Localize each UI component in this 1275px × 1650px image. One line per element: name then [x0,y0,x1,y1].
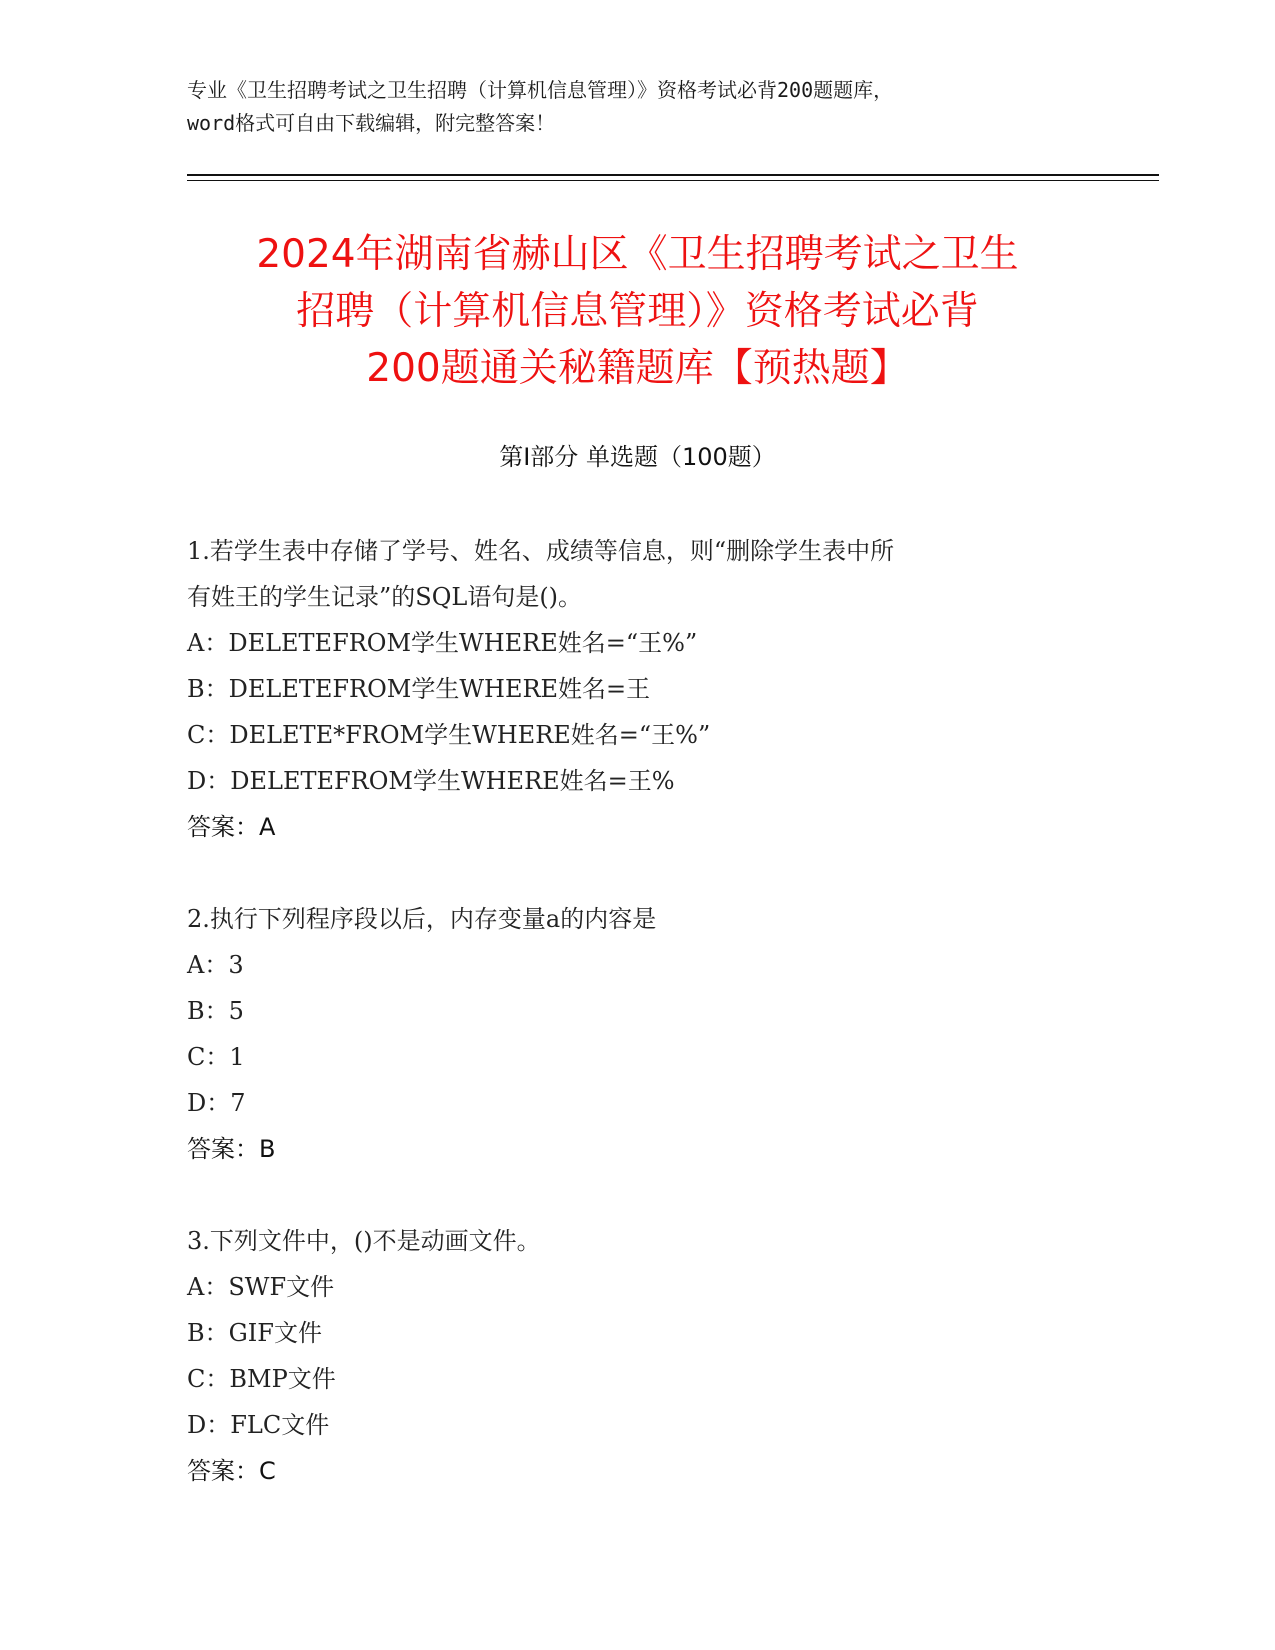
section-heading: 第Ⅰ部分 单选题（100题） [499,443,776,471]
option-c: C：1 [187,1043,245,1071]
document-title [150,226,1125,397]
option-d: D：DELETEFROM学生WHERE姓名=王% [187,767,675,795]
option-c: C：BMP文件 [187,1365,336,1393]
question-item [187,528,1087,850]
option-a: A：SWF文件 [187,1273,335,1301]
header-divider-thick [187,174,1159,176]
header-note [187,74,1087,140]
document-title-line-2: 招聘（计算机信息管理）》资格考试必背 [296,289,979,334]
option-a: A：DELETEFROM学生WHERE姓名=“王%” [187,629,698,657]
header-note-line-2: word格式可自由下载编辑，附完整答案！ [187,111,556,135]
question-list [187,528,1087,1540]
question-stem-line: 2.执行下列程序段以后，内存变量a的内容是 [187,905,657,933]
question-item [187,1218,1087,1494]
answer-line: 答案：B [187,1135,276,1163]
answer-line: 答案：A [187,813,276,841]
question-stem-line: 1.若学生表中存储了学号、姓名、成绩等信息，则“删除学生表中所 [187,537,895,565]
question-stem-line: 3.下列文件中，()不是动画文件。 [187,1227,541,1255]
document-title-line-1: 2024年湖南省赫山区《卫生招聘考试之卫生 [256,232,1019,277]
option-d: D：FLC文件 [187,1411,330,1439]
option-a: A：3 [187,951,244,979]
header-note-line-1: 专业《卫生招聘考试之卫生招聘（计算机信息管理）》资格考试必背200题题库， [187,78,894,102]
document-title-line-3: 200题通关秘籍题库【预热题】 [366,346,909,391]
option-b: B：DELETEFROM学生WHERE姓名=王 [187,675,651,703]
answer-line: 答案：C [187,1457,276,1485]
option-b: B：5 [187,997,244,1025]
option-c: C：DELETE*FROM学生WHERE姓名=“王%” [187,721,711,749]
header-divider-thin [187,180,1159,181]
question-item [187,896,1087,1172]
option-d: D：7 [187,1089,246,1117]
question-stem-line: 有姓王的学生记录”的SQL语句是()。 [187,583,583,611]
option-b: B：GIF文件 [187,1319,322,1347]
